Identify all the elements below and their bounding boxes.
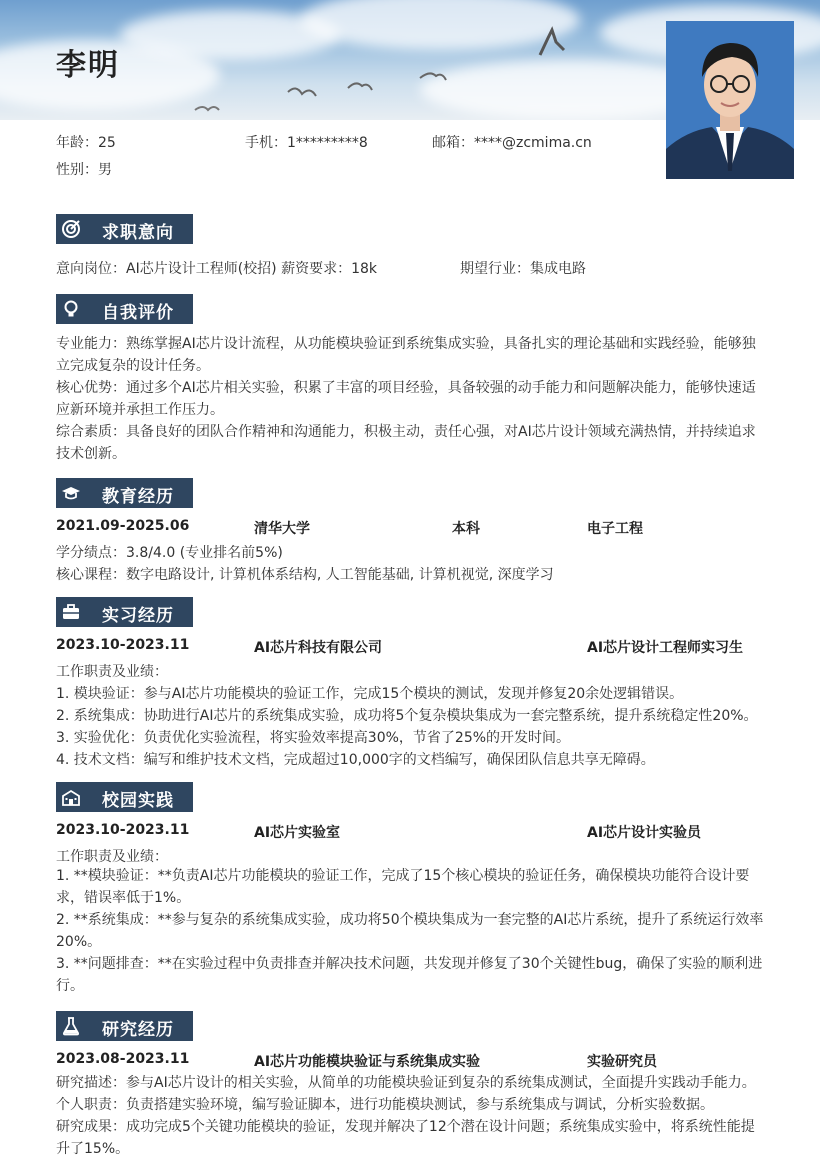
intern-item-4: 4. 技术文档：编写和维护技术文档，完成超过10,000字的文档编写，确保团队信息共享无障碍。: [56, 752, 655, 768]
section-self-header: [56, 294, 193, 324]
research-result: 研究成果：成功完成5个关键功能模块的验证，发现并解决了12个潜在设计问题；系统集成实验中，将系统性能提升了15%。: [56, 1119, 755, 1157]
section-job-header: [56, 214, 193, 244]
edu-major: 电子工程: [587, 521, 643, 537]
research-description: 研究描述：参与AI芯片设计的相关实验，从简单的功能模块验证到复杂的系统集成测试，全面提升实践动手能力。: [56, 1075, 756, 1091]
job-industry: 期望行业：集成电路: [460, 261, 586, 277]
edu-courses: 核心课程：数字电路设计, 计算机体系结构, 人工智能基础, 计算机视觉, 深度学习: [56, 567, 554, 583]
edu-date: 2021.09-2025.06: [56, 518, 190, 534]
research-title: AI芯片功能模块验证与系统集成实验: [254, 1054, 481, 1070]
school-building-icon: [61, 787, 81, 807]
graduation-cap-icon: [61, 483, 81, 503]
intern-intro: 工作职责及业绩：: [56, 664, 168, 680]
section-title: 校园实践: [102, 791, 174, 811]
campus-org: AI芯片实验室: [254, 825, 341, 841]
gender-info: 性别：男: [56, 162, 112, 178]
section-title: 自我评价: [102, 303, 174, 323]
candidate-name: 李明: [56, 48, 120, 83]
campus-date: 2023.10-2023.11: [56, 822, 190, 838]
lightbulb-icon: [61, 299, 81, 319]
email-info: 邮箱：****@zcmima.cn: [432, 135, 592, 151]
edu-school: 清华大学: [254, 521, 310, 537]
campus-role: AI芯片设计实验员: [587, 825, 702, 841]
intern-company: AI芯片科技有限公司: [254, 640, 383, 656]
section-title: 求职意向: [102, 223, 174, 243]
intern-item-1: 1. 模块验证：参与AI芯片功能模块的验证工作，完成15个模块的测试，发现并修复20余处逻辑错误。: [56, 686, 684, 702]
profile-photo: [666, 21, 794, 179]
target-icon: [61, 219, 81, 239]
campus-item-3: 3. **问题排查：**在实验过程中负责排查并解决技术问题，共发现并修复了30个关键性bug，确保了实验的顺利进行。: [56, 956, 763, 994]
intern-role: AI芯片设计工程师实习生: [587, 640, 744, 656]
campus-item-2: 2. **系统集成：**参与复杂的系统集成实验，成功将50个模块集成为一套完整的AI芯片系统，提升了系统运行效率20%。: [56, 912, 764, 950]
section-edu-header: [56, 478, 193, 508]
age-info: 年龄：25: [56, 135, 116, 151]
self-ability: 专业能力：熟练掌握AI芯片设计流程，从功能模块验证到系统集成实验，具备扎实的理论基础和实践经验，能够独立完成复杂的设计任务。: [56, 336, 756, 374]
section-title: 实习经历: [102, 606, 174, 626]
section-research-header: [56, 1011, 193, 1041]
section-title: 研究经历: [102, 1020, 174, 1040]
campus-item-1: 1. **模块验证：**负责AI芯片功能模块的验证工作，完成了15个核心模块的验证任务，确保模块功能符合设计要求，错误率低于1%。: [56, 868, 750, 906]
self-quality: 综合素质：具备良好的团队合作精神和沟通能力，积极主动，责任心强，对AI芯片设计领域充满热情，并持续追求技术创新。: [56, 424, 756, 462]
job-position: 意向岗位：AI芯片设计工程师(校招) 薪资要求：18k: [56, 261, 378, 277]
section-title: 教育经历: [102, 487, 174, 507]
research-duty: 个人职责：负责搭建实验环境，编写验证脚本，进行功能模块测试，参与系统集成与调试，分析实验数据。: [56, 1097, 714, 1113]
campus-intro: 工作职责及业绩：: [56, 849, 168, 865]
edu-gpa: 学分绩点：3.8/4.0 (专业排名前5%): [56, 545, 283, 561]
phone-info: 手机：1*********8: [245, 135, 368, 151]
intern-date: 2023.10-2023.11: [56, 637, 190, 653]
research-role: 实验研究员: [587, 1054, 657, 1070]
flask-icon: [61, 1016, 81, 1036]
edu-degree: 本科: [452, 521, 480, 537]
self-advantage: 核心优势：通过多个AI芯片相关实验，积累了丰富的项目经验，具备较强的动手能力和问题解决能力，能够快速适应新环境并承担工作压力。: [56, 380, 756, 418]
section-campus-header: [56, 782, 193, 812]
intern-item-3: 3. 实验优化：负责优化实验流程，将实验效率提高30%，节省了25%的开发时间。: [56, 730, 571, 746]
section-intern-header: [56, 597, 193, 627]
research-date: 2023.08-2023.11: [56, 1051, 190, 1067]
briefcase-icon: [61, 602, 81, 622]
intern-item-2: 2. 系统集成：协助进行AI芯片的系统集成实验，成功将5个复杂模块集成为一套完整系统，提升系统稳定性20%。: [56, 708, 758, 724]
